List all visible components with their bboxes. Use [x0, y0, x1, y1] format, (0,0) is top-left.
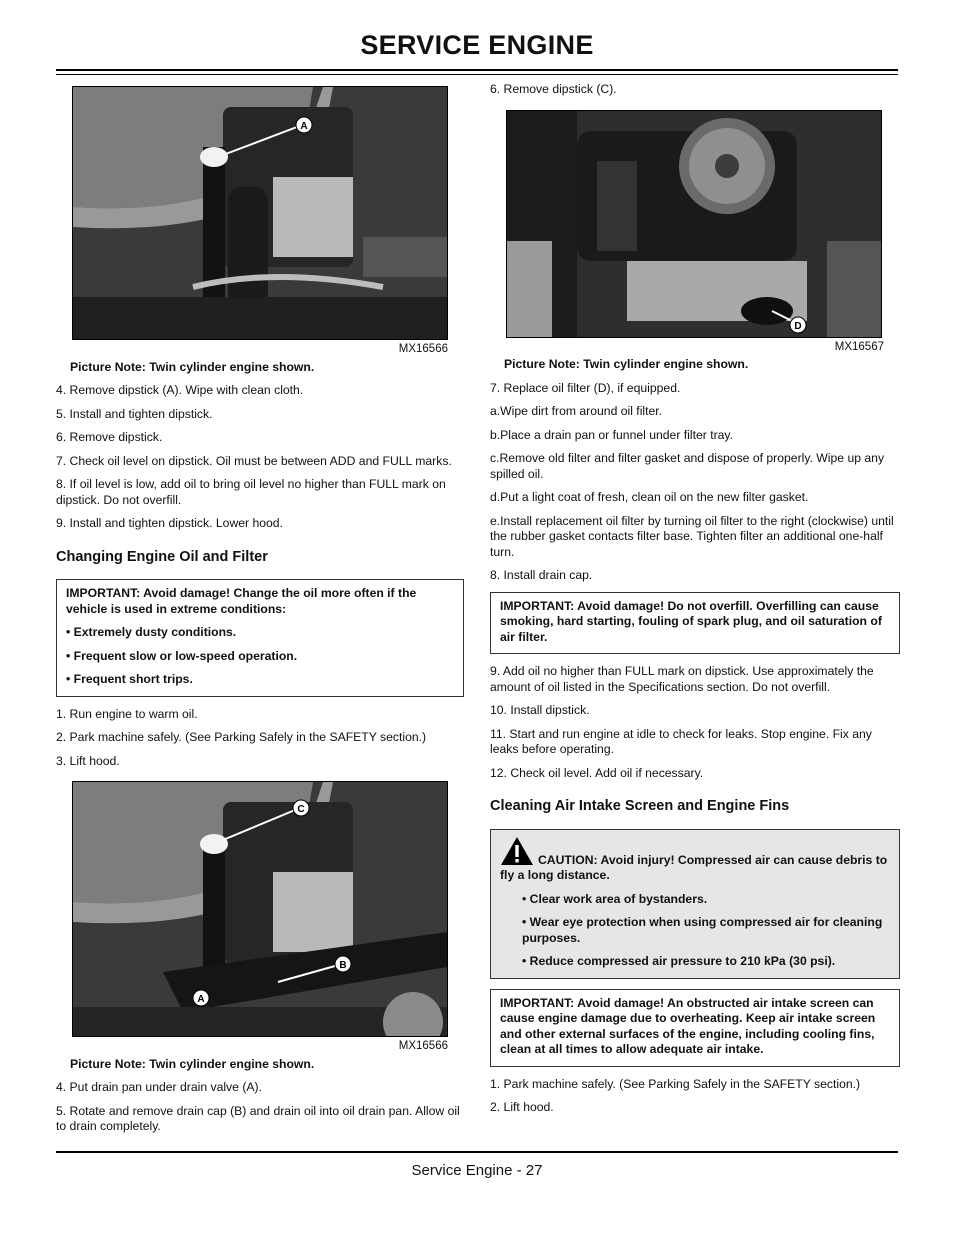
step: 2. Park machine safely. (See Parking Safely in the SAFETY section.)	[56, 730, 427, 744]
caution-bullet: • Wear eye protection when using compressed air for cleaning purposes.	[522, 915, 883, 945]
picture-note: Picture Note: Twin cylinder engine shown.	[70, 359, 315, 374]
substep: d.Put a light coat of fresh, clean oil on the new filter gasket.	[490, 490, 809, 504]
step: 6. Remove dipstick.	[56, 430, 163, 444]
step: 6. Remove dipstick (C).	[490, 82, 617, 96]
callout-label: D	[794, 320, 802, 332]
step: 9. Install and tighten dipstick. Lower hood.	[56, 516, 283, 530]
important-box-air-intake	[490, 989, 900, 1067]
step: 5. Rotate and remove drain cap (B) and drain oil into oil drain pan. Allow oil to drain completely.	[56, 1103, 460, 1133]
substep: b.Place a drain pan or funnel under filter tray.	[490, 427, 733, 442]
substep: c.Remove old filter and filter gasket and dispose of properly. Wipe up any spilled oil.	[490, 451, 885, 481]
figure-code: MX16566	[398, 343, 448, 355]
page-footer: Service Engine - 27	[411, 1162, 543, 1179]
step: 1. Run engine to warm oil.	[56, 706, 198, 721]
important-bullet: • Frequent slow or low-speed operation.	[66, 648, 298, 663]
warning-triangle-icon	[500, 836, 534, 866]
step: 8. Install drain cap.	[490, 568, 593, 582]
page-title: SERVICE ENGINE	[360, 30, 594, 60]
caution-text: CAUTION: Avoid injury! Compressed air can cause debris to fly a long distance.	[500, 852, 888, 882]
step: 8. If oil level is low, add oil to bring oil level no higher than FULL mark on dipstick. Do not overfill.	[56, 477, 446, 507]
step: 2. Lift hood.	[490, 1100, 554, 1114]
step: 10. Install dipstick.	[490, 703, 590, 717]
caution-intro	[500, 836, 891, 884]
picture-note: Picture Note: Twin cylinder engine shown.	[70, 1056, 315, 1071]
figure-code: MX16566	[398, 1040, 448, 1052]
callout-label: B	[339, 960, 347, 971]
engine-photo-dipstick	[72, 86, 448, 340]
step: 4. Remove dipstick (A). Wipe with clean cloth.	[56, 383, 304, 397]
step: 4. Put drain pan under drain valve (A).	[56, 1080, 262, 1094]
important-intro: IMPORTANT: Avoid damage! Change the oil more often if the vehicle is used in extreme conditions:	[66, 586, 417, 616]
header-rule-thin	[56, 74, 898, 75]
left-column	[56, 86, 464, 1143]
figure-oil-filter	[506, 110, 884, 356]
header-rule	[56, 69, 898, 71]
section-heading: Cleaning Air Intake Screen and Engine Fins	[490, 798, 790, 814]
callout-label: A	[300, 121, 308, 132]
caution-bullet: • Reduce compressed air pressure to 210 kPa (30 psi).	[522, 954, 836, 968]
callout-label: C	[297, 804, 305, 815]
step: 5. Install and tighten dipstick.	[56, 406, 213, 421]
important-box-overfill	[490, 592, 900, 655]
engine-photo-oil-filter	[506, 110, 882, 338]
caution-bullet: • Clear work area of bystanders.	[522, 891, 708, 906]
step: 11. Start and run engine at idle to check for leaks. Stop engine. Fix any leaks before operating.	[490, 726, 872, 756]
step: 7. Replace oil filter (D), if equipped.	[490, 380, 681, 395]
important-bullet: • Extremely dusty conditions.	[66, 625, 237, 639]
step: 7. Check oil level on dipstick. Oil must be between ADD and FULL marks.	[56, 453, 452, 468]
substep: e.Install replacement oil filter by turning oil filter to the right (clockwise) until the rubber gasket contacts filter base. Tighten filter an additional one-half turn.	[490, 513, 894, 559]
important-text: IMPORTANT: Avoid damage! Do not overfill. Overfilling can cause smoking, hard starting, fouling of spark plug, and oil saturation of air filter.	[500, 598, 882, 644]
caution-box	[490, 829, 900, 979]
callout-label: A	[197, 994, 205, 1005]
right-column	[490, 82, 900, 1124]
figure-dipstick	[72, 86, 448, 358]
picture-note: Picture Note: Twin cylinder engine shown.	[504, 357, 749, 371]
engine-photo-drain	[72, 781, 448, 1037]
footer-rule	[56, 1151, 898, 1153]
important-text: IMPORTANT: Avoid damage! An obstructed air intake screen can cause engine damage due to overheating. Keep air intake screen and other external surfaces of the engine, including cooling fins, clean at all times to allow adequate air intake.	[500, 995, 876, 1056]
step: 3. Lift hood.	[56, 753, 120, 768]
important-box	[56, 579, 464, 697]
step: 1. Park machine safely. (See Parking Safely in the SAFETY section.)	[490, 1076, 861, 1091]
figure-drain	[72, 781, 448, 1055]
substep: a.Wipe dirt from around oil filter.	[490, 404, 663, 418]
section-heading: Changing Engine Oil and Filter	[56, 548, 268, 565]
figure-code: MX16567	[834, 340, 884, 353]
step: 9. Add oil no higher than FULL mark on dipstick. Use approximately the amount of oil listed in the Specifications section. Do not overfill.	[490, 664, 874, 694]
important-bullet: • Frequent short trips.	[66, 672, 193, 686]
step: 12. Check oil level. Add oil if necessary.	[490, 765, 704, 780]
